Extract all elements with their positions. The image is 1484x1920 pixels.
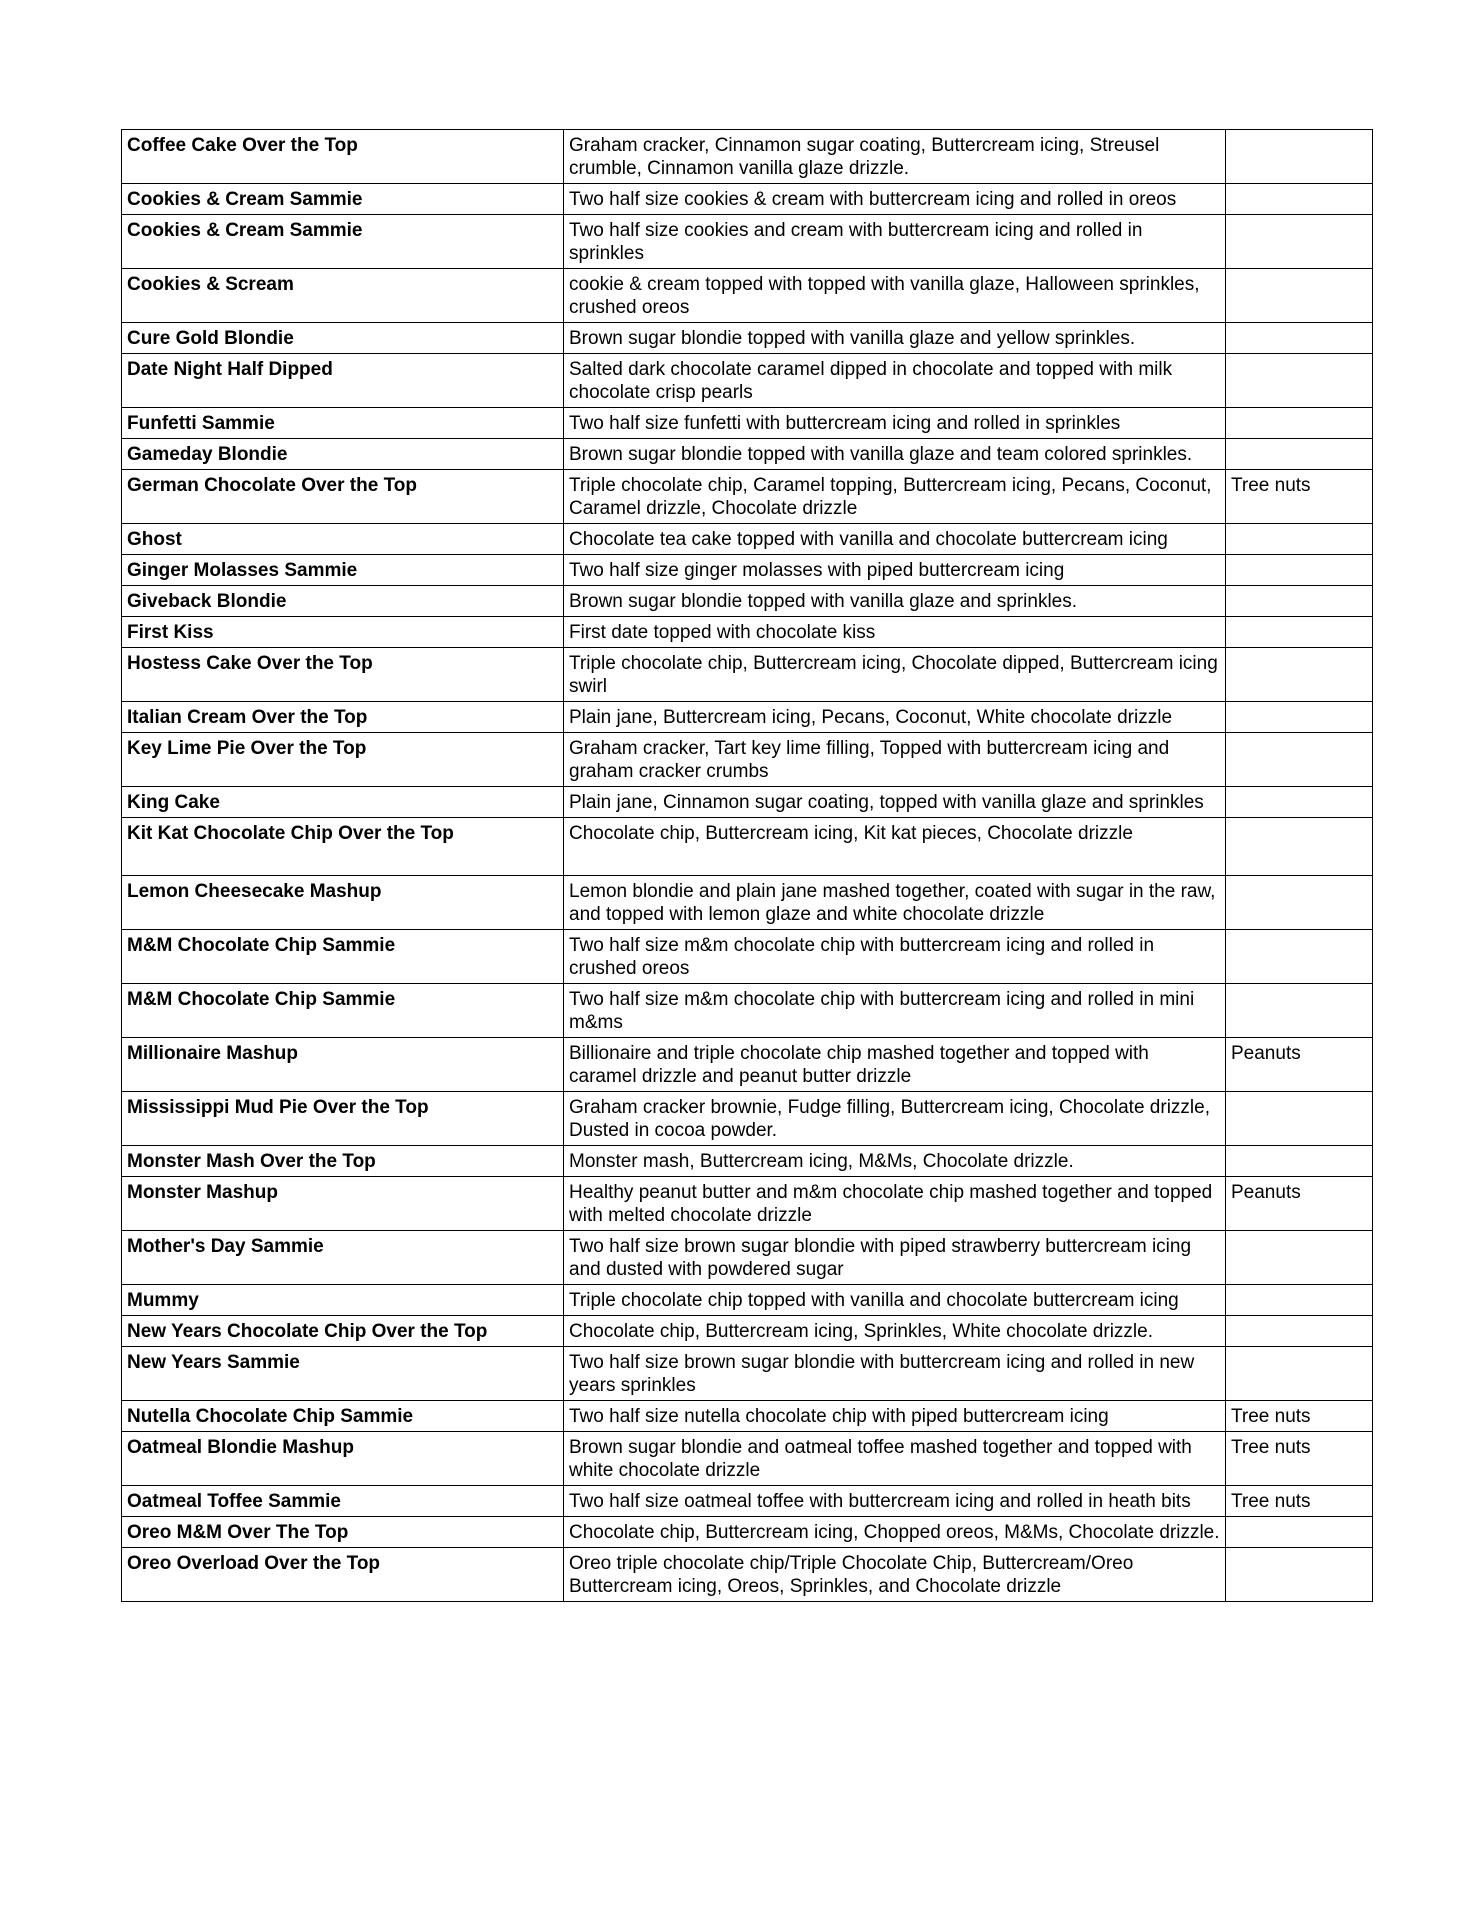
description-cell: Triple chocolate chip, Caramel topping, Buttercream icing, Pecans, Coconut, Caramel drizzle, Chocolate drizzle bbox=[564, 470, 1226, 524]
cookie-name-cell: Coffee Cake Over the Top bbox=[122, 130, 564, 184]
description-cell: Chocolate chip, Buttercream icing, Sprinkles, White chocolate drizzle. bbox=[564, 1316, 1226, 1347]
table-row bbox=[122, 1092, 1373, 1146]
description-cell: Graham cracker, Cinnamon sugar coating, Buttercream icing, Streusel crumble, Cinnamon vanilla glaze drizzle. bbox=[564, 130, 1226, 184]
description-cell: Graham cracker brownie, Fudge filling, Buttercream icing, Chocolate drizzle, Dusted in cocoa powder. bbox=[564, 1092, 1226, 1146]
description-cell: Monster mash, Buttercream icing, M&Ms, Chocolate drizzle. bbox=[564, 1146, 1226, 1177]
table-row bbox=[122, 1177, 1373, 1231]
description-cell: Two half size cookies & cream with buttercream icing and rolled in oreos bbox=[564, 184, 1226, 215]
cookie-name-cell: Oatmeal Toffee Sammie bbox=[122, 1486, 564, 1517]
allergen-cell bbox=[1226, 1517, 1373, 1548]
cookie-name-cell: Cookies & Scream bbox=[122, 269, 564, 323]
description-cell: Oreo triple chocolate chip/Triple Chocolate Chip, Buttercream/Oreo Buttercream icing, Oreos, Sprinkles, and Chocolate drizzle bbox=[564, 1548, 1226, 1602]
allergen-cell bbox=[1226, 269, 1373, 323]
allergen-cell bbox=[1226, 1316, 1373, 1347]
description-cell: Triple chocolate chip topped with vanilla and chocolate buttercream icing bbox=[564, 1285, 1226, 1316]
table-row bbox=[122, 984, 1373, 1038]
table-row bbox=[122, 184, 1373, 215]
description-cell: Healthy peanut butter and m&m chocolate chip mashed together and topped with melted chocolate drizzle bbox=[564, 1177, 1226, 1231]
description-cell: Two half size m&m chocolate chip with buttercream icing and rolled in mini m&ms bbox=[564, 984, 1226, 1038]
table-row bbox=[122, 1548, 1373, 1602]
cookie-name-cell: New Years Chocolate Chip Over the Top bbox=[122, 1316, 564, 1347]
cookie-name-cell: Cookies & Cream Sammie bbox=[122, 215, 564, 269]
cookie-name-cell: Gameday Blondie bbox=[122, 439, 564, 470]
cookie-name-cell: Nutella Chocolate Chip Sammie bbox=[122, 1401, 564, 1432]
description-cell: Brown sugar blondie and oatmeal toffee mashed together and topped with white chocolate drizzle bbox=[564, 1432, 1226, 1486]
cookie-name-cell: Giveback Blondie bbox=[122, 586, 564, 617]
cookie-name-cell: Oreo Overload Over the Top bbox=[122, 1548, 564, 1602]
cookie-name-cell: Monster Mash Over the Top bbox=[122, 1146, 564, 1177]
cookie-list-page bbox=[121, 129, 1369, 1602]
description-cell: Brown sugar blondie topped with vanilla glaze and yellow sprinkles. bbox=[564, 323, 1226, 354]
table-row bbox=[122, 1285, 1373, 1316]
cookie-name-cell: Cure Gold Blondie bbox=[122, 323, 564, 354]
description-cell: Lemon blondie and plain jane mashed together, coated with sugar in the raw, and topped with lemon glaze and white chocolate drizzle bbox=[564, 876, 1226, 930]
description-cell: Two half size m&m chocolate chip with buttercream icing and rolled in crushed oreos bbox=[564, 930, 1226, 984]
allergen-cell bbox=[1226, 648, 1373, 702]
allergen-cell bbox=[1226, 586, 1373, 617]
cookie-name-cell: M&M Chocolate Chip Sammie bbox=[122, 930, 564, 984]
description-cell: Two half size nutella chocolate chip with piped buttercream icing bbox=[564, 1401, 1226, 1432]
allergen-cell bbox=[1226, 1548, 1373, 1602]
allergen-cell: Peanuts bbox=[1226, 1038, 1373, 1092]
cookie-name-cell: M&M Chocolate Chip Sammie bbox=[122, 984, 564, 1038]
allergen-cell bbox=[1226, 439, 1373, 470]
cookie-name-cell: New Years Sammie bbox=[122, 1347, 564, 1401]
allergen-cell bbox=[1226, 1285, 1373, 1316]
table-row bbox=[122, 439, 1373, 470]
cookie-name-cell: Oreo M&M Over The Top bbox=[122, 1517, 564, 1548]
table-row bbox=[122, 1038, 1373, 1092]
allergen-cell bbox=[1226, 354, 1373, 408]
table-row bbox=[122, 702, 1373, 733]
allergen-cell bbox=[1226, 876, 1373, 930]
table-row bbox=[122, 269, 1373, 323]
cookie-name-cell: German Chocolate Over the Top bbox=[122, 470, 564, 524]
description-cell: Two half size ginger molasses with piped buttercream icing bbox=[564, 555, 1226, 586]
allergen-cell: Tree nuts bbox=[1226, 470, 1373, 524]
description-cell: Two half size oatmeal toffee with buttercream icing and rolled in heath bits bbox=[564, 1486, 1226, 1517]
description-cell: Brown sugar blondie topped with vanilla glaze and team colored sprinkles. bbox=[564, 439, 1226, 470]
table-row bbox=[122, 1486, 1373, 1517]
description-cell: Billionaire and triple chocolate chip mashed together and topped with caramel drizzle and peanut butter drizzle bbox=[564, 1038, 1226, 1092]
table-row bbox=[122, 524, 1373, 555]
cookie-name-cell: Cookies & Cream Sammie bbox=[122, 184, 564, 215]
allergen-cell bbox=[1226, 930, 1373, 984]
allergen-cell bbox=[1226, 1347, 1373, 1401]
table-row bbox=[122, 470, 1373, 524]
cookie-name-cell: Oatmeal Blondie Mashup bbox=[122, 1432, 564, 1486]
table-row bbox=[122, 1517, 1373, 1548]
description-cell: Chocolate chip, Buttercream icing, Kit kat pieces, Chocolate drizzle bbox=[564, 818, 1226, 876]
table-row bbox=[122, 354, 1373, 408]
table-row bbox=[122, 1146, 1373, 1177]
allergen-cell bbox=[1226, 617, 1373, 648]
description-cell: Salted dark chocolate caramel dipped in chocolate and topped with milk chocolate crisp pearls bbox=[564, 354, 1226, 408]
cookie-name-cell: Funfetti Sammie bbox=[122, 408, 564, 439]
description-cell: Triple chocolate chip, Buttercream icing, Chocolate dipped, Buttercream icing swirl bbox=[564, 648, 1226, 702]
allergen-cell bbox=[1226, 408, 1373, 439]
table-row bbox=[122, 1347, 1373, 1401]
description-cell: Chocolate tea cake topped with vanilla and chocolate buttercream icing bbox=[564, 524, 1226, 555]
cookie-name-cell: Lemon Cheesecake Mashup bbox=[122, 876, 564, 930]
table-row bbox=[122, 1316, 1373, 1347]
table-row bbox=[122, 617, 1373, 648]
allergen-cell: Tree nuts bbox=[1226, 1401, 1373, 1432]
allergen-cell bbox=[1226, 1231, 1373, 1285]
description-cell: Graham cracker, Tart key lime filling, Topped with buttercream icing and graham cracker crumbs bbox=[564, 733, 1226, 787]
table-row bbox=[122, 1401, 1373, 1432]
allergen-cell bbox=[1226, 555, 1373, 586]
cookie-name-cell: Key Lime Pie Over the Top bbox=[122, 733, 564, 787]
cookie-name-cell: Mother's Day Sammie bbox=[122, 1231, 564, 1285]
table-row bbox=[122, 818, 1373, 876]
table-row bbox=[122, 787, 1373, 818]
table-row bbox=[122, 1231, 1373, 1285]
description-cell: Two half size cookies and cream with buttercream icing and rolled in sprinkles bbox=[564, 215, 1226, 269]
allergen-cell bbox=[1226, 984, 1373, 1038]
cookie-name-cell: Ghost bbox=[122, 524, 564, 555]
cookie-name-cell: Mississippi Mud Pie Over the Top bbox=[122, 1092, 564, 1146]
cookie-table-body bbox=[122, 130, 1373, 1602]
description-cell: Plain jane, Buttercream icing, Pecans, Coconut, White chocolate drizzle bbox=[564, 702, 1226, 733]
allergen-cell bbox=[1226, 818, 1373, 876]
cookie-name-cell: Kit Kat Chocolate Chip Over the Top bbox=[122, 818, 564, 876]
table-row bbox=[122, 1432, 1373, 1486]
allergen-cell bbox=[1226, 702, 1373, 733]
cookie-name-cell: First Kiss bbox=[122, 617, 564, 648]
allergen-cell bbox=[1226, 1146, 1373, 1177]
allergen-cell bbox=[1226, 323, 1373, 354]
description-cell: cookie & cream topped with topped with vanilla glaze, Halloween sprinkles, crushed oreos bbox=[564, 269, 1226, 323]
table-row bbox=[122, 130, 1373, 184]
cookie-name-cell: Hostess Cake Over the Top bbox=[122, 648, 564, 702]
allergen-cell bbox=[1226, 130, 1373, 184]
allergen-cell: Tree nuts bbox=[1226, 1486, 1373, 1517]
cookie-name-cell: Mummy bbox=[122, 1285, 564, 1316]
allergen-cell bbox=[1226, 787, 1373, 818]
table-row bbox=[122, 215, 1373, 269]
allergen-cell bbox=[1226, 1092, 1373, 1146]
cookie-name-cell: Date Night Half Dipped bbox=[122, 354, 564, 408]
allergen-cell bbox=[1226, 524, 1373, 555]
cookie-table bbox=[121, 129, 1373, 1602]
cookie-name-cell: Ginger Molasses Sammie bbox=[122, 555, 564, 586]
description-cell: Two half size brown sugar blondie with piped strawberry buttercream icing and dusted with powdered sugar bbox=[564, 1231, 1226, 1285]
cookie-name-cell: Italian Cream Over the Top bbox=[122, 702, 564, 733]
cookie-name-cell: Millionaire Mashup bbox=[122, 1038, 564, 1092]
description-cell: Brown sugar blondie topped with vanilla glaze and sprinkles. bbox=[564, 586, 1226, 617]
table-row bbox=[122, 930, 1373, 984]
allergen-cell: Tree nuts bbox=[1226, 1432, 1373, 1486]
table-row bbox=[122, 876, 1373, 930]
table-row bbox=[122, 586, 1373, 617]
table-row bbox=[122, 408, 1373, 439]
allergen-cell bbox=[1226, 733, 1373, 787]
allergen-cell bbox=[1226, 184, 1373, 215]
cookie-name-cell: King Cake bbox=[122, 787, 564, 818]
description-cell: Two half size funfetti with buttercream icing and rolled in sprinkles bbox=[564, 408, 1226, 439]
table-row bbox=[122, 555, 1373, 586]
description-cell: First date topped with chocolate kiss bbox=[564, 617, 1226, 648]
description-cell: Two half size brown sugar blondie with buttercream icing and rolled in new years sprinkles bbox=[564, 1347, 1226, 1401]
table-row bbox=[122, 323, 1373, 354]
table-row bbox=[122, 648, 1373, 702]
description-cell: Chocolate chip, Buttercream icing, Chopped oreos, M&Ms, Chocolate drizzle. bbox=[564, 1517, 1226, 1548]
allergen-cell: Peanuts bbox=[1226, 1177, 1373, 1231]
table-row bbox=[122, 733, 1373, 787]
allergen-cell bbox=[1226, 215, 1373, 269]
cookie-name-cell: Monster Mashup bbox=[122, 1177, 564, 1231]
description-cell: Plain jane, Cinnamon sugar coating, topped with vanilla glaze and sprinkles bbox=[564, 787, 1226, 818]
